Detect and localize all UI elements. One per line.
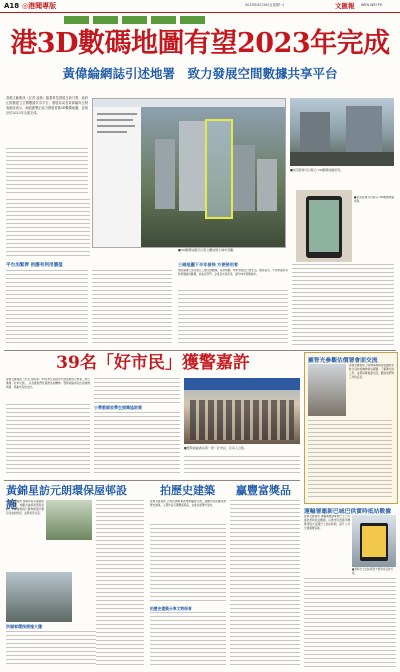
sidebar-photo — [308, 364, 346, 416]
lead-body-col-1 — [6, 199, 90, 259]
page-number: A18 — [4, 2, 20, 10]
streetview-photo — [290, 98, 394, 166]
story4-subheading: 拍歷史建築分享文物保育 — [150, 606, 192, 611]
story2-headline: 39名「好市民」獲警嘉許 — [56, 353, 250, 373]
story2-col-3 — [94, 412, 180, 476]
story5-title: 運輸署邀新巴城巴供實時抵站數據 — [304, 509, 391, 515]
header-rule — [0, 12, 400, 13]
lead-body-col-5 — [292, 264, 394, 346]
lead-side-heading: 三維地圖下半年發佈 方便使用者 — [178, 262, 239, 267]
story5-caption: ■實時巴士到站資訊方便乘客安排行程。 — [352, 568, 394, 575]
story4-text: 香港文匯報訊 古物古蹟辦事處舉辦攝影比賽，鼓勵市民拍攝本港歷史建築，入選作品可獲豐富獎品，並會在展覽中展出。 — [150, 500, 226, 507]
streetview-caption: ■街景影像可以配合 3D數碼地圖使用。 — [290, 168, 344, 172]
story3-text: 香港文匯報訊 環境局局長黃錦星到訪元朗，參觀洪福邨的環保設施，了解屋邨推行廢物源頭分類及回收的情況，並與居民交流。 — [6, 500, 44, 515]
story2-caption: ■警務處副處長與一眾「好市民」及家人合照。 — [184, 446, 247, 450]
story5-photo — [352, 515, 396, 567]
lead-intro-lines — [6, 148, 88, 196]
map-screenshot — [92, 98, 286, 248]
story3-col-1 — [6, 631, 96, 667]
nav-tab-2[interactable] — [93, 16, 118, 24]
lead-body-col-2 — [6, 270, 88, 346]
story2-col-1 — [6, 404, 90, 476]
nav-tab-1[interactable] — [64, 16, 89, 24]
section-icon: ◎ — [22, 2, 29, 10]
paper-brand: 文匯報 — [335, 2, 355, 10]
paper-brand-en: WEN WEI PO — [361, 3, 383, 7]
story2-col-2 — [94, 378, 180, 404]
section-rule-2 — [4, 480, 300, 481]
story5-text: 香港文匯報訊 運輸署邀請專營巴士公司提供實時抵站數據，以便市民透過手機應用程式查閱巴士到站時間，提升公共交通服務質素。 — [304, 515, 350, 530]
main-headline: 港3D數碼地圖有望2023年完成 — [10, 28, 390, 59]
nav-tab-4[interactable] — [151, 16, 176, 24]
issue-date: 2019年8月26日(星期一) — [245, 3, 285, 7]
lead-intro: 香港文匯報訊（記者 凌晨）隨着科技發展日新月異，政府正推動建立空間數據共享平台。發展局局長黃偉綸昨日發表網誌表示，地政總署正致力發展香港3D數碼地圖，並預計於2023年全面完成。 — [6, 96, 88, 115]
lead-col-text: 地政總署已逐步建立三維空間數據，有助規劃、城市管理及日常生活。網誌指出，平台將提供有利用價值的數據，供政府部門、企業及市民使用，提升城市管理效率。 — [178, 269, 288, 276]
story4-headline-right: 贏豐富獎品 — [236, 484, 291, 497]
story4-col-3 — [230, 500, 300, 667]
story3-headline: 黃錦星訪元朗環保屋邨設施 — [6, 484, 127, 511]
phone-caption: ■街景影像可以配合 3D數碼地圖使用。 — [354, 196, 394, 203]
story4-headline-left: 拍歷史建築 — [160, 484, 215, 497]
map-screenshot-caption: ■3D數碼地圖可以更立體地展示城市景觀。 — [178, 248, 237, 252]
story3-photo-1 — [46, 500, 92, 540]
story4-col-2 — [150, 612, 226, 667]
story3-subheading: 洪福邨環保措施大獲 — [6, 624, 42, 629]
story3-photo-2 — [6, 572, 72, 622]
sidebar-title: 羅智光參觀估價署會面交流 — [308, 358, 378, 364]
story2-text: 香港文匯報訊（記者 蔡明道）39位市民協助警方破案或防止罪案，昨日獲頒「好市民獎」，以表揚他們見義勇為的精神。警務處副處長出席頒獎典禮，感謝市民的支持。 — [6, 378, 90, 389]
lead-col-heading: 平台加緊齊 供應有利用價值 — [6, 263, 63, 268]
story2-subheading: 小學教師收學生捐獎協助案 — [94, 405, 142, 410]
phone-photo — [296, 190, 352, 262]
story2-photo — [184, 378, 300, 444]
nav-tab-5[interactable] — [180, 16, 205, 24]
story5-lines — [304, 578, 396, 667]
story3-col-2 — [96, 500, 144, 667]
page-header — [0, 0, 400, 12]
lead-body-col-3 — [92, 270, 172, 346]
nav-tab-3[interactable] — [122, 16, 147, 24]
section-rule-1 — [4, 350, 396, 351]
sidebar-text: 香港文匯報訊 公務員事務局局長羅智光昨日到訪差餉物業估價署，了解署方的工作，並與同事會面交流，聽取他們對工作的意見。 — [349, 364, 394, 379]
lead-body-col-4 — [178, 290, 288, 346]
section-label: ◎港聞專版 — [22, 2, 57, 10]
sidebar-lines — [308, 420, 392, 498]
story2-col-4 — [184, 456, 300, 476]
story4-col-1 — [150, 524, 226, 604]
nav-tabs — [64, 16, 214, 24]
sub-headline: 黃偉綸網誌引述地署 致力發展空間數據共享平台 — [62, 66, 338, 81]
